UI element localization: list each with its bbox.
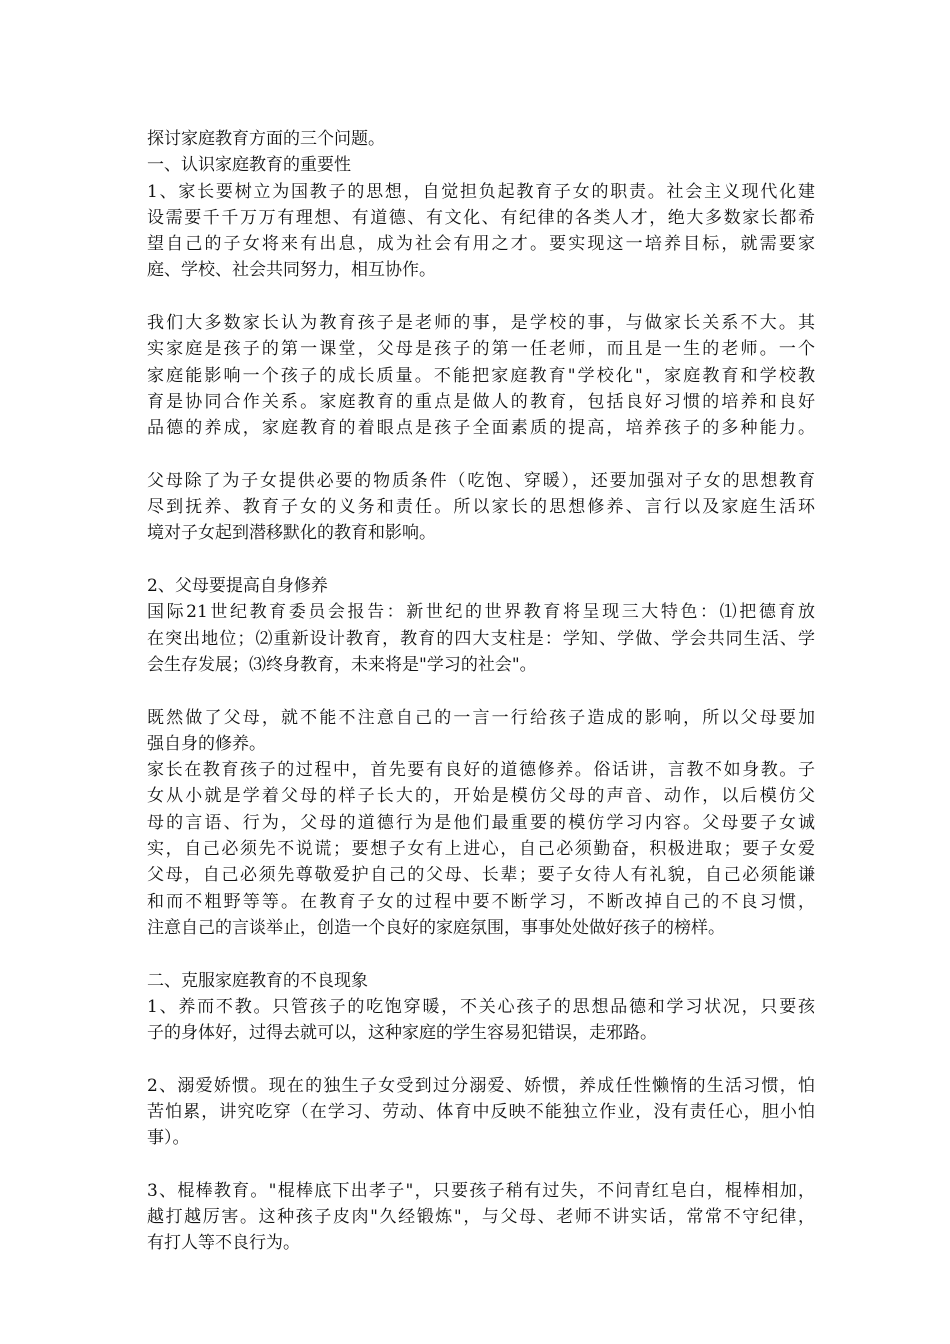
point-1-paragraph bbox=[147, 179, 815, 284]
paragraph-spacer bbox=[147, 678, 815, 704]
paragraph-line: 强自身的修养。 bbox=[147, 733, 266, 754]
paragraph-line: 庭、学校、社会共同努力，相互协作。 bbox=[147, 260, 436, 281]
paragraph-line: 事）。 bbox=[147, 1128, 190, 1149]
paragraph-spacer bbox=[147, 284, 815, 310]
paragraph-line: 父母，自己必须先尊敬爱护自己的父母、长辈；要子女待人有礼貌，自己必须能谦 bbox=[147, 865, 815, 886]
item-spoiling bbox=[147, 1073, 815, 1152]
paragraph-spacer bbox=[147, 1152, 815, 1178]
document-body bbox=[147, 126, 815, 1257]
section-1-heading: 一、认识家庭教育的重要性 bbox=[147, 155, 351, 176]
paragraph-line: 2、溺爱娇惯。现在的独生子女受到过分溺爱、娇惯，养成任性懒惰的生活习惯，怕 bbox=[147, 1075, 815, 1096]
paragraph-line: 越打越厉害。这种孩子皮肉"久经锻炼"，与父母、老师不讲实话，常常不守纪律， bbox=[147, 1207, 815, 1228]
paragraph-line: 女从小就是学着父母的样子长大的，开始是模仿父母的声音、动作，以后模仿父 bbox=[147, 786, 815, 807]
paragraph-line: 子的身体好，过得去就可以，这种家庭的学生容易犯错误，走邪路。 bbox=[147, 1023, 657, 1044]
paragraph-spacer bbox=[147, 1046, 815, 1072]
paragraph-line: 尽到抚养、教育子女的义务和责任。所以家长的思想修养、言行以及家庭生活环 bbox=[147, 497, 815, 518]
paragraph-line: 境对子女起到潜移默化的教育和影响。 bbox=[147, 523, 436, 544]
paragraph-line: 有打人等不良行为。 bbox=[147, 1233, 300, 1254]
paragraph-line: 家长在教育孩子的过程中，首先要有良好的道德修养。俗话讲，言教不如身教。子 bbox=[147, 760, 815, 781]
paragraph-line: 会生存发展；⑶终身教育，未来将是"学习的社会"。 bbox=[147, 654, 537, 675]
paragraph-line: 1、养而不教。只管孩子的吃饱穿暖，不关心孩子的思想品德和学习状况，只要孩 bbox=[147, 996, 815, 1017]
point-2-heading: 2、父母要提高自身修养 bbox=[147, 576, 328, 597]
paragraph-line: 注意自己的言谈举止，创造一个良好的家庭氛围，事事处处做好孩子的榜样。 bbox=[147, 917, 725, 938]
paragraph-self-cultivation bbox=[147, 705, 815, 758]
paragraph-line: 实，自己必须先不说谎；要想子女有上进心，自己必须勤奋，积极进取；要子女爱 bbox=[147, 839, 815, 860]
paragraph-line: 既然做了父母，就不能不注意自己的一言一行给孩子造成的影响，所以父母要加 bbox=[147, 707, 815, 728]
paragraph-family-first-classroom bbox=[147, 310, 815, 441]
document-title: 探讨家庭教育方面的三个问题。 bbox=[147, 129, 385, 149]
paragraph-international-report bbox=[147, 599, 815, 678]
paragraph-line: 苦怕累，讲究吃穿（在学习、劳动、体育中反映不能独立作业，没有责任心，胆小怕 bbox=[147, 1101, 815, 1122]
paragraph-parents-duty bbox=[147, 468, 815, 547]
paragraph-spacer bbox=[147, 941, 815, 967]
paragraph-line: 设需要千千万万有理想、有道德、有文化、有纪律的各类人才，绝大多数家长都希 bbox=[147, 207, 815, 228]
paragraph-line: 品德的养成，家庭教育的着眼点是孩子全面素质的提高，培养孩子的多种能力。 bbox=[147, 418, 815, 439]
paragraph-line: 母的言语、行为，父母的道德行为是他们最重要的模仿学习内容。父母要子女诚 bbox=[147, 812, 815, 833]
paragraph-line: 实家庭是孩子的第一课堂，父母是孩子的第一任老师，而且是一生的老师。一个 bbox=[147, 339, 815, 360]
paragraph-line: 3、棍棒教育。"棍棒底下出孝子"，只要孩子稍有过失，不问青红皂白，棍棒相加， bbox=[147, 1180, 815, 1201]
paragraph-line: 在突出地位；⑵重新设计教育，教育的四大支柱是：学知、学做、学会共同生活、学 bbox=[147, 628, 815, 649]
paragraph-line: 和而不粗野等等。在教育子女的过程中要不断学习，不断改掉自己的不良习惯， bbox=[147, 891, 815, 912]
paragraph-line: 家庭能影响一个孩子的成长质量。不能把家庭教育"学校化"，家庭教育和学校教 bbox=[147, 365, 815, 386]
paragraph-line: 我们大多数家长认为教育孩子是老师的事，是学校的事，与做家长关系不大。其 bbox=[147, 313, 815, 334]
item-corporal-punishment bbox=[147, 1178, 815, 1257]
item-raise-without-teaching bbox=[147, 994, 815, 1047]
paragraph-line: 望自己的子女将来有出息，成为社会有用之才。要实现这一培养目标，就需要家 bbox=[147, 234, 815, 255]
paragraph-spacer bbox=[147, 547, 815, 573]
paragraph-line: 1、家长要树立为国教子的思想，自觉担负起教育子女的职责。社会主义现代化建 bbox=[147, 181, 815, 202]
paragraph-moral-example bbox=[147, 757, 815, 941]
section-2-heading: 二、克服家庭教育的不良现象 bbox=[147, 970, 368, 991]
paragraph-line: 父母除了为子女提供必要的物质条件（吃饱、穿暖），还要加强对子女的思想教育 bbox=[147, 470, 815, 491]
paragraph-line: 育是协同合作关系。家庭教育的重点是做人的教育，包括良好习惯的培养和良好 bbox=[147, 391, 815, 412]
paragraph-line: 国际21世纪教育委员会报告：新世纪的世界教育将呈现三大特色：⑴把德育放 bbox=[147, 602, 815, 623]
paragraph-spacer bbox=[147, 442, 815, 468]
